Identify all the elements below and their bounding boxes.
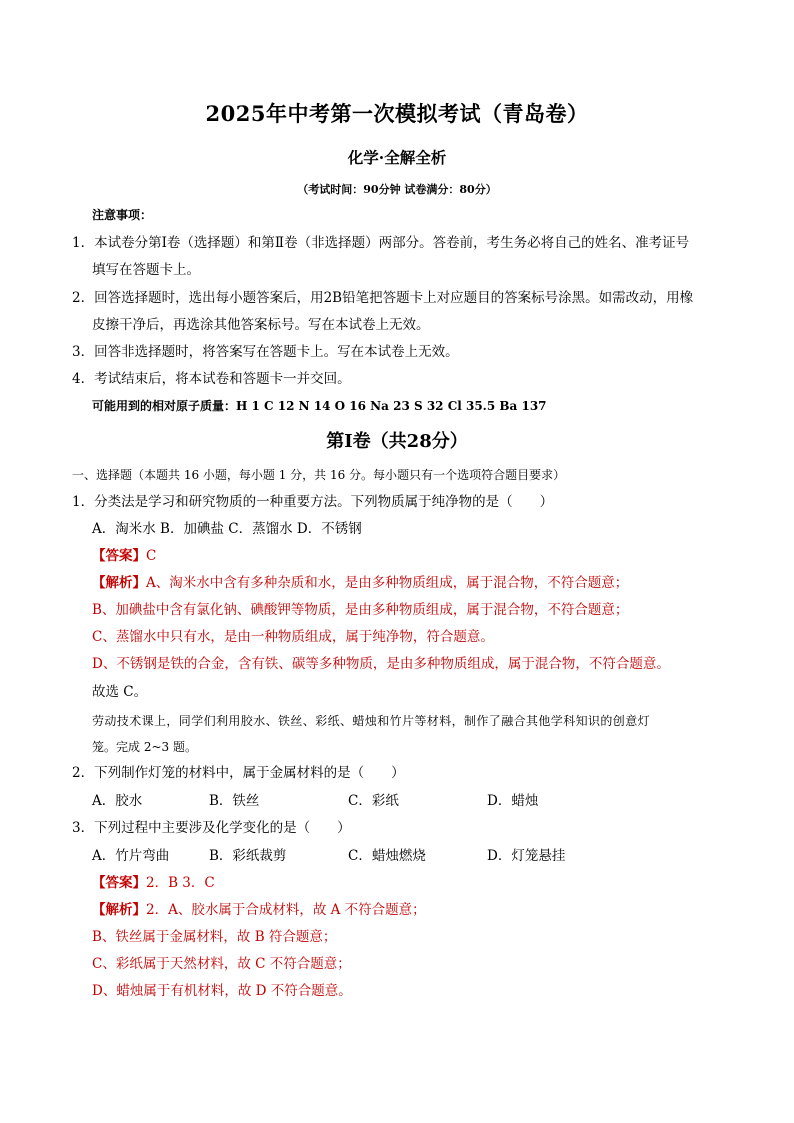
- analysis-label: 【解析】: [92, 575, 146, 591]
- question-2-option-a: A．胶水: [92, 793, 143, 809]
- question-2-3-analysis-b: B、铁丝属于金属材料，故 B 符合题意；: [92, 929, 337, 945]
- question-1-analysis-d: D、不锈钢是铁的合金，含有铁、碳等多种物质，是由多种物质组成，属于混合物，不符合题意。: [92, 656, 670, 672]
- question-1-analysis-b: B、加碘盐中含有氯化钠、碘酸钾等物质，是由多种物质组成，属于混合物，不符合题意；: [92, 602, 629, 618]
- page-title: 2025年中考第一次模拟考试（青岛卷）: [205, 101, 589, 126]
- notice-item-4: 4．考试结束后，将本试卷和答题卡一并交回。: [72, 371, 351, 387]
- answer-value: 2．B 3．C: [146, 875, 215, 891]
- answer-value: C: [146, 548, 157, 564]
- notice-item-2-cont: 皮擦干净后，再选涂其他答案标号。写在本试卷上无效。: [92, 317, 430, 333]
- notice-item-2: 2．回答选择题时，选出每小题答案后，用2B铅笔把答题卡上对应题目的答案标号涂黑。如需改动，用橡: [72, 290, 694, 306]
- question-2-stem: 2．下列制作灯笼的材料中，属于金属材料的是（ ）: [72, 765, 405, 781]
- notice-item-1-cont: 填写在答题卡上。: [92, 262, 200, 278]
- analysis-text: 2．A、胶水属于合成材料，故 A 不符合题意；: [146, 902, 426, 918]
- question-2-option-c: C．彩纸: [348, 793, 399, 809]
- question-2-3-analysis: [92, 900, 426, 920]
- passage-line-2: 笼。完成 2~3 题。: [92, 740, 197, 754]
- question-1-options: A．淘米水 B．加碘盐 C．蒸馏水 D．不锈钢: [92, 521, 362, 537]
- question-3-option-c: C．蜡烛燃烧: [348, 848, 426, 864]
- passage-line-1: 劳动技术课上，同学们利用胶水、铁丝、彩纸、蜡烛和竹片等材料，制作了融合其他学科知识的创意灯: [92, 714, 651, 728]
- exam-info: （考试时间：90分钟 试卷满分：80分）: [297, 183, 497, 196]
- question-1-conclusion: 故选 C。: [92, 684, 148, 700]
- section-title: 第Ⅰ卷（共28分）: [326, 431, 468, 452]
- question-2-3-analysis-d: D、蜡烛属于有机材料，故 D 不符合题意。: [92, 983, 352, 999]
- page-subtitle: 化学·全解全析: [347, 148, 447, 167]
- notice-heading: 注意事项：: [92, 208, 153, 222]
- question-1-stem: 1．分类法是学习和研究物质的一种重要方法。下列物质属于纯净物的是（ ）: [72, 494, 554, 510]
- question-3-option-d: D．灯笼悬挂: [487, 848, 566, 864]
- question-3-stem: 3．下列过程中主要涉及化学变化的是（ ）: [72, 820, 351, 836]
- question-2-option-d: D．蜡烛: [487, 793, 539, 809]
- question-1-analysis-c: C、蒸馏水中只有水，是由一种物质组成，属于纯净物，符合题意。: [92, 629, 494, 645]
- question-2-option-b: B．铁丝: [209, 793, 260, 809]
- question-2-3-answer: [92, 873, 215, 893]
- section-instructions: 一、选择题（本题共 16 小题，每小题 1 分，共 16 分。每小题只有一个选项符合题目要求）: [72, 468, 566, 482]
- analysis-label: 【解析】: [92, 902, 146, 918]
- atomic-mass-line: 可能用到的相对原子质量：H 1 C 12 N 14 O 16 Na 23 S 32 Cl 35.5 Ba 137: [92, 399, 547, 413]
- notice-item-3: 3．回答非选择题时，将答案写在答题卡上。写在本试卷上无效。: [72, 344, 459, 360]
- question-1-answer: [92, 546, 156, 566]
- question-3-option-a: A．竹片弯曲: [92, 848, 170, 864]
- question-3-option-b: B．彩纸裁剪: [209, 848, 287, 864]
- notice-item-1: 1．本试卷分第Ⅰ卷（选择题）和第Ⅱ卷（非选择题）两部分。答卷前，考生务必将自己的姓名、准考证号: [72, 235, 690, 251]
- answer-label: 【答案】: [92, 875, 146, 891]
- analysis-text: A、淘米水中含有多种杂质和水，是由多种物质组成，属于混合物，不符合题意；: [146, 575, 629, 591]
- answer-label: 【答案】: [92, 548, 146, 564]
- question-2-3-analysis-c: C、彩纸属于天然材料，故 C 不符合题意；: [92, 956, 351, 972]
- question-1-analysis: [92, 573, 628, 593]
